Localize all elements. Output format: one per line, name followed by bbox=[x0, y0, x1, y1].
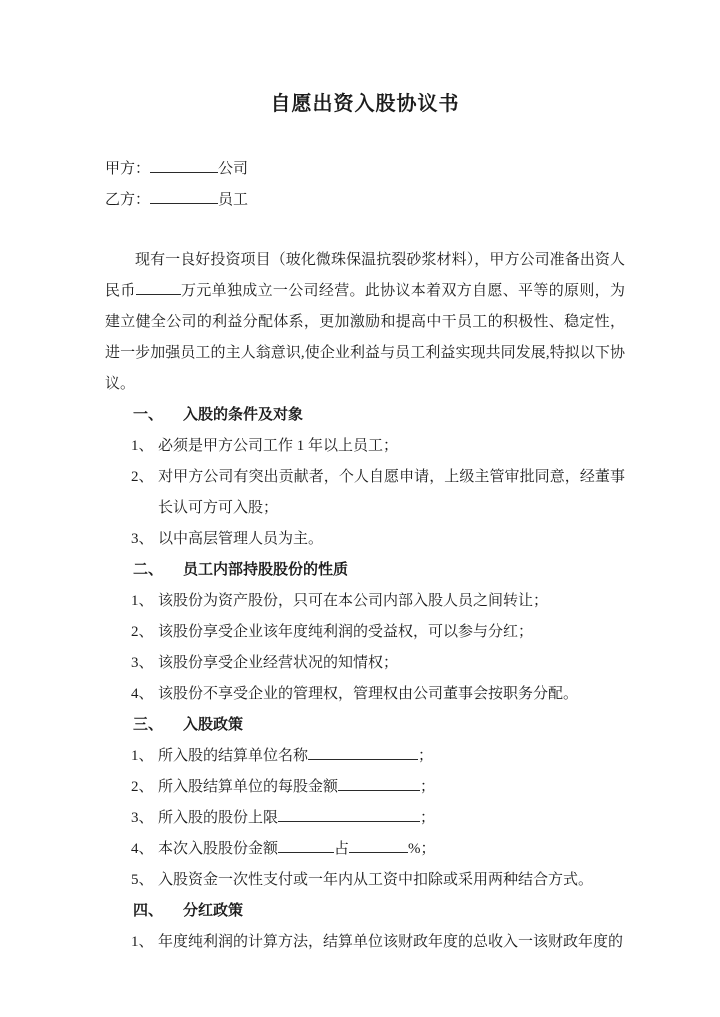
blank-underline bbox=[150, 157, 218, 173]
text-run: 年度纯利润的计算方法，结算单位该财政年度的总收入一该财政年度的 bbox=[158, 934, 624, 950]
item-marker: 1、 bbox=[131, 748, 154, 764]
text-run: 甲方： bbox=[105, 161, 151, 177]
text-run: 必须是甲方公司工作 1 年以上员工； bbox=[158, 438, 399, 454]
text-run: 乙方： bbox=[105, 192, 151, 208]
list-item bbox=[105, 865, 625, 896]
party-line bbox=[105, 154, 625, 185]
text-run: 公司 bbox=[218, 161, 249, 177]
list-item bbox=[105, 462, 625, 524]
party-line bbox=[105, 185, 625, 216]
item-marker: 3、 bbox=[131, 531, 154, 547]
blank-underline bbox=[136, 279, 181, 295]
text-run: 所入股结算单位的每股金额 bbox=[158, 779, 339, 795]
text-run: 员工 bbox=[218, 192, 249, 208]
section-title: 员工内部持股股份的性质 bbox=[183, 562, 349, 578]
blank-underline bbox=[278, 806, 420, 822]
section-heading bbox=[105, 555, 625, 586]
text-run: 所入股的股份上限 bbox=[158, 810, 279, 826]
list-item bbox=[105, 772, 625, 803]
list-item bbox=[105, 586, 625, 617]
section-heading bbox=[105, 400, 625, 431]
section-heading bbox=[105, 896, 625, 927]
intro-paragraph bbox=[105, 245, 625, 400]
section-title: 分红政策 bbox=[183, 903, 244, 919]
item-marker: 3、 bbox=[131, 655, 154, 671]
text-run: 现有一良好投资项目（玻化微珠保温抗裂砂浆材料），甲方公司准备出资人民币 bbox=[105, 252, 625, 299]
section-number: 三、 bbox=[133, 717, 164, 733]
item-marker: 1、 bbox=[131, 593, 154, 609]
list-item bbox=[105, 679, 625, 710]
section-number: 一、 bbox=[133, 407, 164, 423]
list-item bbox=[105, 524, 625, 555]
item-marker: 3、 bbox=[131, 810, 154, 826]
list-item bbox=[105, 741, 625, 772]
list-item bbox=[105, 834, 625, 865]
document-title: 自愿出资入股协议书 bbox=[270, 93, 460, 115]
blank-underline bbox=[308, 744, 418, 760]
section-title: 入股的条件及对象 bbox=[183, 407, 304, 423]
list-item bbox=[105, 648, 625, 679]
item-marker: 4、 bbox=[131, 841, 154, 857]
text-run: ； bbox=[420, 779, 436, 795]
blank-underline bbox=[278, 837, 334, 853]
text-run: ； bbox=[420, 810, 436, 826]
blank-underline bbox=[349, 837, 408, 853]
text-run: 入股资金一次性支付或一年内从工资中扣除或采用两种结合方式。 bbox=[158, 872, 594, 888]
text-run: 该股份为资产股份，只可在本公司内部入股人员之间转让； bbox=[158, 593, 549, 609]
text-run: 占 bbox=[334, 841, 350, 857]
text-run: 该股份享受企业经营状况的知情权； bbox=[158, 655, 399, 671]
blank-underline bbox=[150, 188, 218, 204]
item-marker: 2、 bbox=[131, 624, 154, 640]
text-run: 该股份享受企业该年度纯利润的受益权，可以参与分红； bbox=[158, 624, 534, 640]
list-item bbox=[105, 927, 625, 958]
text-run: %； bbox=[408, 841, 436, 857]
text-run: ； bbox=[418, 748, 434, 764]
text-run: 对甲方公司有突出贡献者，个人自愿申请，上级主管审批同意，经董事长认可方可入股； bbox=[158, 469, 625, 516]
section-title: 入股政策 bbox=[183, 717, 244, 733]
list-item bbox=[105, 617, 625, 648]
text-run: 所入股的结算单位名称 bbox=[158, 748, 309, 764]
text-run: 该股份不享受企业的管理权，管理权由公司董事会按职务分配。 bbox=[158, 686, 579, 702]
section-number: 二、 bbox=[133, 562, 164, 578]
blank-underline bbox=[338, 775, 420, 791]
item-marker: 4、 bbox=[131, 686, 154, 702]
text-run: 以中高层管理人员为主。 bbox=[158, 531, 324, 547]
item-marker: 1、 bbox=[131, 934, 154, 950]
list-item bbox=[105, 803, 625, 834]
item-marker: 1、 bbox=[131, 438, 154, 454]
item-marker: 2、 bbox=[131, 469, 154, 485]
text-run: 万元单独成立一公司经营。此协议本着双方自愿、平等的原则，为建立健全公司的利益分配体系，更加激励和提高中干员工的积极性、稳定性，进一步加强员工的主人翁意识,使企业利益与员工利益实现共同发展,特拟以下协议。 bbox=[105, 283, 625, 392]
section-heading bbox=[105, 710, 625, 741]
sections bbox=[105, 400, 625, 958]
item-marker: 5、 bbox=[131, 872, 154, 888]
party-lines bbox=[105, 154, 625, 216]
item-marker: 2、 bbox=[131, 779, 154, 795]
section-number: 四、 bbox=[133, 903, 164, 919]
text-run: 本次入股股份金额 bbox=[158, 841, 279, 857]
list-item bbox=[105, 431, 625, 462]
